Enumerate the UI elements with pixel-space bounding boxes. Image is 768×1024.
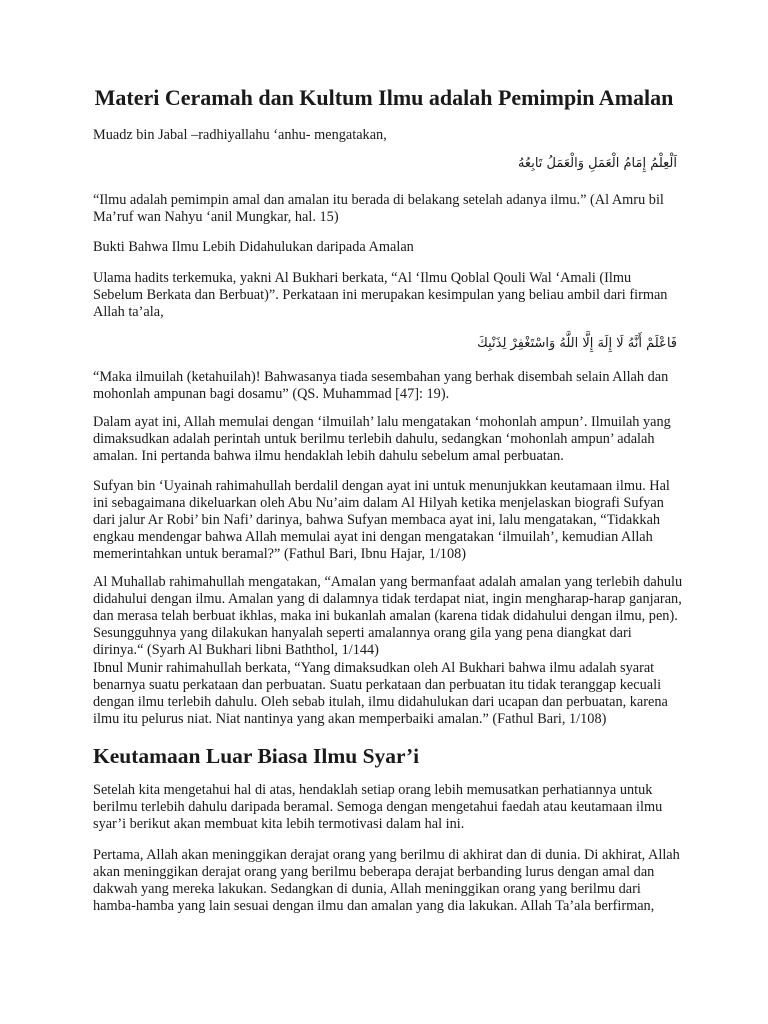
arabic-quote-1: اَلْعِلْمُ إِمَامُ الْعَمَلِ وَالْعَمَلُ تَابِعُهُ xyxy=(517,156,677,171)
arabic-quote-2: فَاعْلَمْ أَنَّهُ لَا إِلَهَ إِلَّا اللَّهُ وَاسْتَغْفِرْ لِذَنْبِكَ xyxy=(477,336,677,351)
paragraph-setelah: Setelah kita mengetahui hal di atas, hendaklah setiap orang lebih memusatkan perhatiannya untuk berilmu terlebih dahulu daripada beramal. Semoga dengan mengetahui faedah atau keutamaan ilmu syar’i berikut akan membuat kita lebih termotivasi dalam hal ini. xyxy=(93,782,663,832)
paragraph-sufyan: Sufyan bin ‘Uyainah rahimahullah berdalil dengan ayat ini untuk menunjukkan keutamaan ilmu. Hal ini sebagaimana dikeluarkan oleh Abu Nu’aim dalam Al Hilyah ketika menjelaskan biografi Sufyan dari jalur Ar Robi’ bin Nafi’ darinya, bahwa Sufyan membaca ayat ini, lalu mengatakan, “Tidakkah engkau mendengar bahwa Allah memulai ayat ini dengan mengatakan ‘ilmuilah’, kemudian Allah memerintahkan untuk beramal?” (Fathul Bari, Ibnu Hajar, 1/108) xyxy=(93,478,670,562)
quote-1-translation: “Ilmu adalah pemimpin amal dan amalan itu berada di belakang setelah adanya ilmu.” (Al Amru bil Ma’ruf wan Nahyu ‘anil Mungkar, hal. 15) xyxy=(93,192,664,225)
page-title: Materi Ceramah dan Kultum Ilmu adalah Pemimpin Amalan xyxy=(94,85,674,110)
section-heading: Keutamaan Luar Biasa Ilmu Syar’i xyxy=(93,744,420,768)
paragraph-ayat: Dalam ayat ini, Allah memulai dengan ‘ilmuilah’ lalu mengatakan ‘mohonlah ampun’. Ilmuilah yang dimaksudkan adalah perintah untuk berilmu terlebih dahulu, sedangkan ‘mohonlah ampun’ adalah amalan. Ini pertanda bahwa ilmu hendaklah lebih dahulu sebelum amal perbuatan. xyxy=(93,414,671,464)
paragraph-muhallab: Al Muhallab rahimahullah mengatakan, “Amalan yang bermanfaat adalah amalan yang terlebih dahulu didahului dengan ilmu. Amalan yang di dalamnya tidak terdapat niat, ingin mengharap-harap ganjaran, dan merasa telah berbuat ikhlas, maka ini bukanlah amalan (karena tidak didahului dengan ilmu, pen). Sesungguhnya yang dilakukan hanyalah seperti amalannya orang gila yang pena diangkat dari dirinya.“ (Syarh Al Bukhari libni Baththol, 1/144) xyxy=(93,574,683,658)
intro-paragraph: Muadz bin Jabal –radhiyallahu ‘anhu- mengatakan, xyxy=(93,127,387,143)
paragraph-bukhari: Ulama hadits terkemuka, yakni Al Bukhari berkata, “Al ‘Ilmu Qoblal Qouli Wal ‘Amali (Ilmu Sebelum Berkata dan Berbuat)”. Perkataan ini merupakan kesimpulan yang beliau ambil dari firman Allah ta’ala, xyxy=(93,270,668,320)
subheading-1: Bukti Bahwa Ilmu Lebih Didahulukan daripada Amalan xyxy=(93,239,414,255)
quote-2-translation: “Maka ilmuilah (ketahuilah)! Bahwasanya tiada sesembahan yang berhak disembah selain Allah dan mohonlah ampunan bagi dosamu” (QS. Muhammad [47]: 19). xyxy=(93,369,669,402)
paragraph-pertama: Pertama, Allah akan meninggikan derajat orang yang berilmu di akhirat dan di dunia. Di akhirat, Allah akan meninggikan derajat orang yang berilmu beberapa derajat berbanding lurus dengan amal dan dakwah yang mereka lakukan. Sedangkan di dunia, Allah meninggikan orang yang berilmu dari hamba-hamba yang lain sesuai dengan ilmu dan amalan yang dia lakukan. Allah Ta’ala berfirman, xyxy=(93,847,680,914)
paragraph-munir: Ibnul Munir rahimahullah berkata, “Yang dimaksudkan oleh Al Bukhari bahwa ilmu adalah syarat benarnya suatu perkataan dan perbuatan. Suatu perkataan dan perbuatan itu tidak teranggap kecuali dengan ilmu terlebih dahulu. Oleh sebab itulah, ilmu didahulukan dari ucapan dan perbuatan, karena ilmu itu pelurus niat. Niat nantinya yang akan memperbaiki amalan.” (Fathul Bari, 1/108) xyxy=(93,660,668,727)
